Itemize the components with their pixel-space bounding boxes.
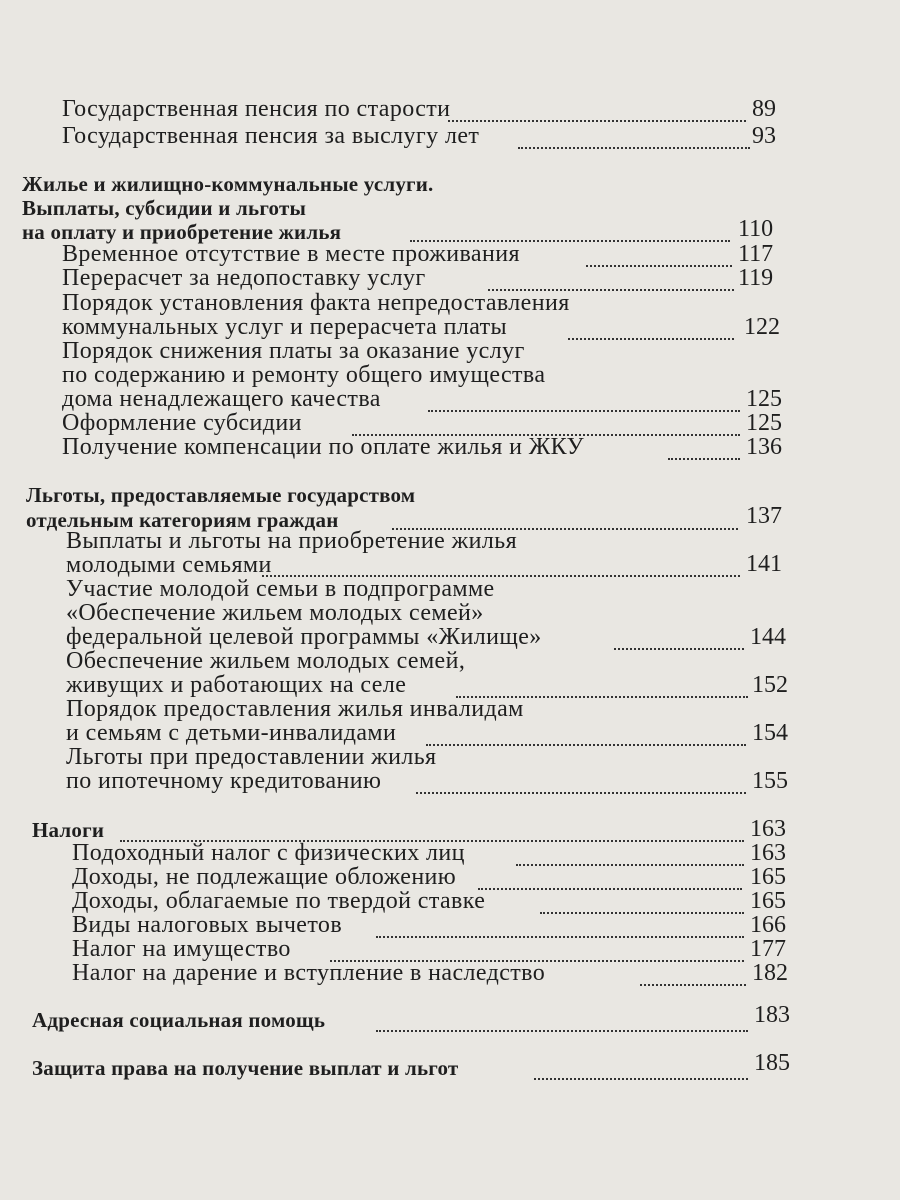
page-number: 163: [750, 816, 786, 842]
dot-leader: [376, 1030, 748, 1032]
toc-entry-fixed-rate: Доходы, облагаемые по твердой ставке: [72, 888, 486, 914]
toc-entry-pension-service: Государственная пенсия за выслугу лет: [62, 123, 480, 149]
page-number: 137: [746, 503, 782, 529]
toc-entry-young-families-line1: Выплаты и льготы на приобретение жилья: [66, 528, 518, 554]
toc-entry-fact-procedure-line1: Порядок установления факта непредоставления: [62, 290, 570, 316]
page-number: 125: [746, 386, 782, 412]
toc-entry-subprogram-line2: «Обеспечение жильем молодых семей»: [66, 600, 484, 626]
page-number: 141: [746, 551, 782, 577]
toc-entry-pension-old-age: Государственная пенсия по старости: [62, 96, 451, 122]
section-heading-housing-line1: Жилье и жилищно-коммунальные услуги.: [22, 172, 434, 196]
toc-entry-subprogram-line1: Участие молодой семьи в подпрограмме: [66, 576, 495, 602]
page-number: 163: [750, 840, 786, 866]
toc-entry-disabled-line1: Порядок предоставления жилья инвалидам: [66, 696, 524, 722]
page-number: 182: [752, 960, 788, 986]
section-heading-rights-protection: Защита права на получение выплат и льгот: [32, 1056, 459, 1080]
toc-entry-mortgage-line1: Льготы при предоставлении жилья: [66, 744, 437, 770]
toc-entry-rural-line2: живущих и работающих на селе: [66, 672, 407, 698]
page-number: 144: [750, 624, 786, 650]
toc-entry-fee-reduction-line1: Порядок снижения платы за оказание услуг: [62, 338, 525, 364]
toc-entry-recalc-undersupply: Перерасчет за недопоставку услуг: [62, 265, 426, 291]
toc-entry-subsidy: Оформление субсидии: [62, 410, 302, 436]
dot-leader: [478, 888, 742, 890]
toc-entry-property-tax: Налог на имущество: [72, 936, 291, 962]
dot-leader: [516, 864, 744, 866]
page-number: 119: [738, 265, 774, 291]
page-number: 117: [738, 241, 774, 267]
section-heading-housing-line2: Выплаты, субсидии и льготы: [22, 196, 307, 220]
toc-entry-young-families-line2: молодыми семьями: [66, 552, 272, 578]
page-number: 93: [752, 123, 776, 149]
dot-leader: [640, 984, 746, 986]
page-number: 155: [752, 768, 788, 794]
page-number: 165: [750, 864, 786, 890]
page-number: 177: [750, 936, 786, 962]
dot-leader: [614, 648, 744, 650]
dot-leader: [448, 120, 746, 122]
dot-leader: [428, 410, 740, 412]
toc-entry-disabled-line2: и семьям с детьми-инвалидами: [66, 720, 397, 746]
toc-entry-fee-reduction-line3: дома ненадлежащего качества: [62, 386, 381, 412]
page-number: 110: [738, 216, 774, 242]
toc-entry-non-taxable: Доходы, не подлежащие обложению: [72, 864, 457, 890]
dot-leader: [426, 744, 746, 746]
dot-leader: [568, 338, 734, 340]
page-number: 136: [746, 434, 782, 460]
toc-entry-fact-procedure-line2: коммунальных услуг и перерасчета платы: [62, 314, 508, 340]
page-number: 166: [750, 912, 786, 938]
section-heading-social-aid: Адресная социальная помощь: [32, 1008, 326, 1032]
page-number: 165: [750, 888, 786, 914]
page-number: 154: [752, 720, 788, 746]
toc-entry-gift-inheritance: Налог на дарение и вступление в наследство: [72, 960, 546, 986]
page-number: 89: [752, 96, 776, 122]
page-number: 152: [752, 672, 788, 698]
toc-entry-compensation: Получение компенсации по оплате жилья и ЖКУ: [62, 434, 584, 460]
page-number: 125: [746, 410, 782, 436]
section-heading-benefits-line1: Льготы, предоставляемые государством: [26, 483, 416, 507]
toc-entry-temporary-absence: Временное отсутствие в месте проживания: [62, 241, 520, 267]
page-number: 183: [754, 1002, 790, 1028]
section-heading-taxes: Налоги: [32, 818, 105, 842]
toc-entry-subprogram-line3: федеральной целевой программы «Жилище»: [66, 624, 542, 650]
toc-entry-income-tax: Подоходный налог с физических лиц: [72, 840, 465, 866]
page-number: 122: [744, 314, 780, 340]
page-number: 185: [754, 1050, 790, 1076]
toc-entry-rural-line1: Обеспечение жильем молодых семей,: [66, 648, 466, 674]
dot-leader: [668, 458, 740, 460]
dot-leader: [540, 912, 744, 914]
dot-leader: [534, 1078, 748, 1080]
toc-entry-mortgage-line2: по ипотечному кредитованию: [66, 768, 382, 794]
toc-entry-deductions: Виды налоговых вычетов: [72, 912, 343, 938]
dot-leader: [376, 936, 744, 938]
dot-leader: [416, 792, 746, 794]
toc-entry-fee-reduction-line2: по содержанию и ремонту общего имущества: [62, 362, 546, 388]
dot-leader: [586, 265, 732, 267]
dot-leader: [518, 147, 750, 149]
section-heading-housing-line3: на оплату и приобретение жилья: [22, 220, 342, 244]
section-heading-benefits-line2: отдельным категориям граждан: [26, 508, 339, 532]
